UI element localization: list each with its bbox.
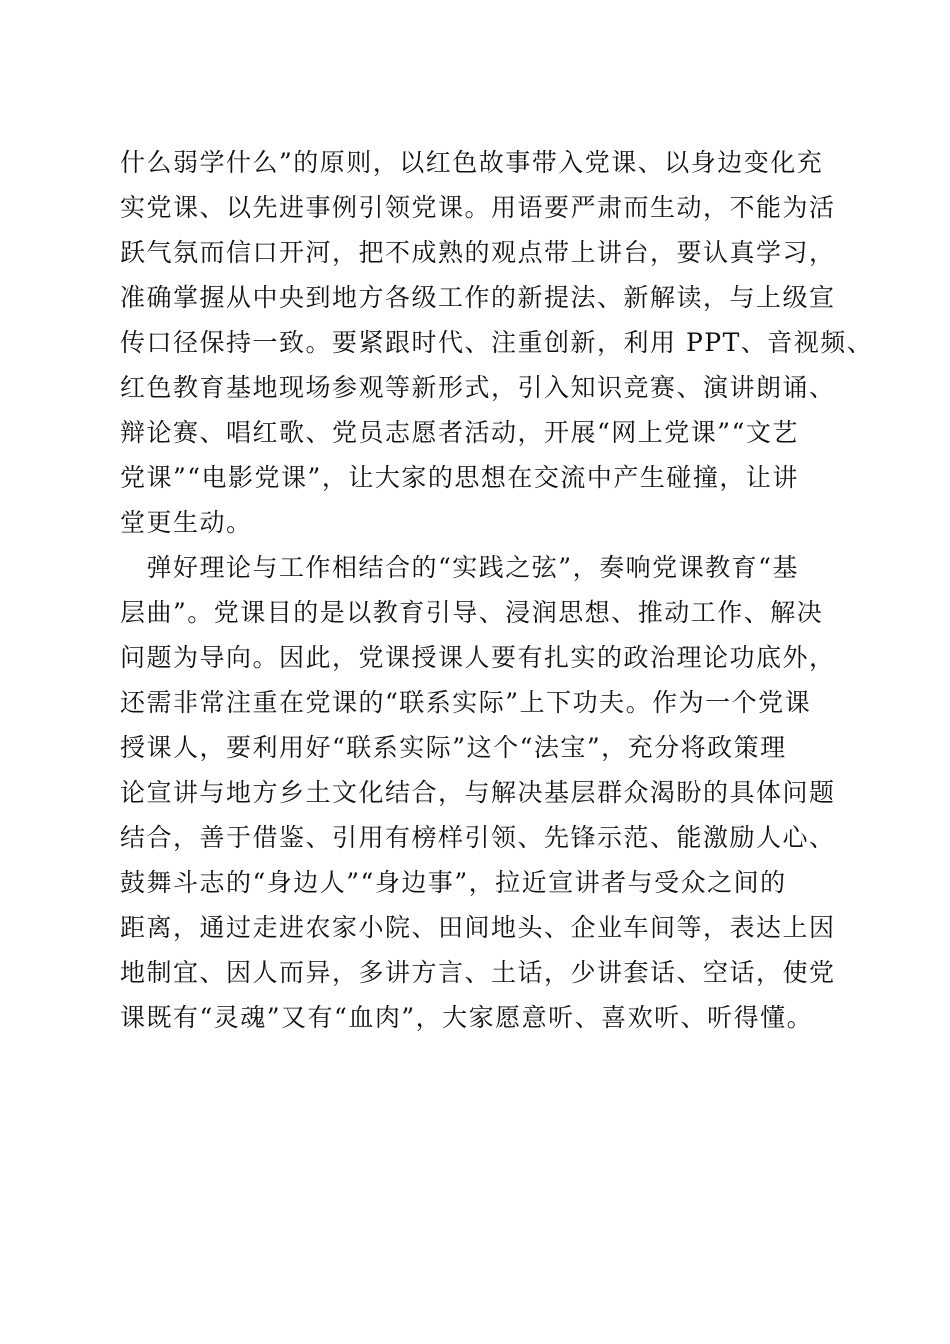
text-line: 结合，善于借鉴、引用有榜样引领、先锋示范、能激励人心、 [120,823,836,852]
paragraph-1 [120,140,874,545]
text-line: 问题为导向。因此，党课授课人要有扎实的政治理论功底外， [120,643,836,672]
paragraph-2 [120,545,840,1040]
text-line: 传口径保持一致。要紧跟时代、注重创新，利用 PPT、音视频、 [120,328,874,357]
text-line: 实党课、以先进事例引领党课。用语要严肃而生动，不能为活 [120,193,836,222]
text-line: 准确掌握从中央到地方各级工作的新提法、新解读，与上级宣 [120,283,836,312]
body-text [120,140,874,1040]
text-line: 地制宜、因人而异，多讲方言、土话，少讲套话、空话，使党 [120,958,836,987]
text-line: 弹好理论与工作相结合的“实践之弦”，奏响党课教育“基 [120,553,799,582]
text-line: 论宣讲与地方乡土文化结合，与解决基层群众渴盼的具体问题 [120,778,836,807]
text-line: 还需非常注重在党课的“联系实际”上下功夫。作为一个党课 [120,688,812,717]
text-line: 堂更生动。 [120,508,253,537]
text-line: 党课”“电影党课”，让大家的思想在交流中产生碰撞，让讲 [120,463,799,492]
text-line: 跃气氛而信口开河，把不成熟的观点带上讲台，要认真学习， [120,238,836,267]
text-line: 距离，通过走进农家小院、田间地头、企业车间等，表达上因 [120,913,836,942]
text-line: 课既有“灵魂”又有“血肉”，大家愿意听、喜欢听、听得懂。 [120,1003,814,1032]
text-line: 红色教育基地现场参观等新形式，引入知识竞赛、演讲朗诵、 [120,373,836,402]
text-line: 鼓舞斗志的“身边人”“身边事”，拉近宣讲者与受众之间的 [120,868,787,897]
text-line: 授课人，要利用好“联系实际”这个“法宝”，充分将政策理 [120,733,787,762]
text-line: 层曲”。党课目的是以教育引导、浸润思想、推动工作、解决 [120,598,824,627]
text-line: 辩论赛、唱红歌、党员志愿者活动，开展“网上党课”“文艺 [120,418,799,447]
text-line: 什么弱学什么”的原则，以红色故事带入党课、以身边变化充 [120,148,824,177]
